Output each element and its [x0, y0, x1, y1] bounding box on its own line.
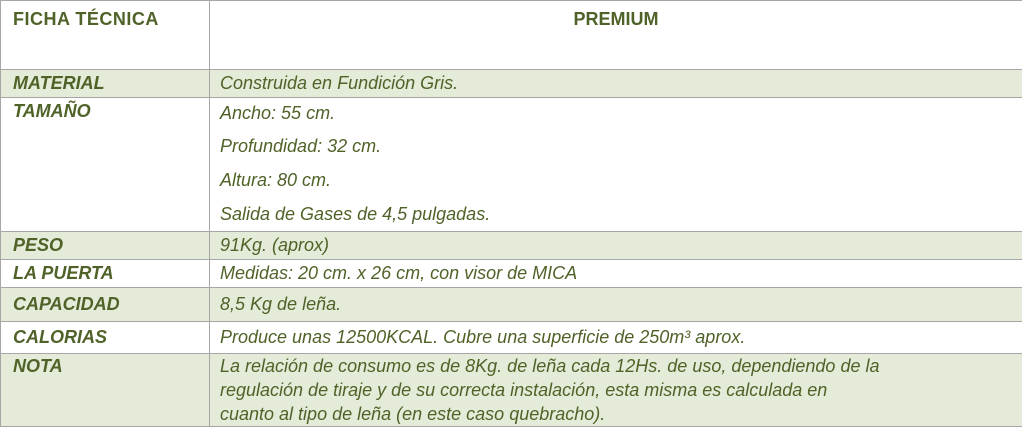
size-line: Profundidad: 32 cm. [220, 136, 382, 156]
row-value [210, 98, 1022, 232]
table-title: FICHA TÉCNICA [1, 1, 210, 70]
size-line: Ancho: 55 cm. [220, 103, 336, 123]
row-label: MATERIAL [1, 70, 210, 98]
row-label: TAMAÑO [1, 98, 210, 232]
model-name: PREMIUM [210, 1, 1022, 70]
row-material [1, 70, 1022, 98]
row-label: LA PUERTA [1, 260, 210, 288]
row-value: 8,5 Kg de leña. [210, 288, 1022, 322]
note-line: regulación de tiraje y de su correcta instalación, esta misma es calculada en [220, 380, 828, 400]
row-value: Construida en Fundición Gris. [210, 70, 1022, 98]
row-value: 91Kg. (aprox) [210, 232, 1022, 260]
row-value: Medidas: 20 cm. x 26 cm, con visor de MICA [210, 260, 1022, 288]
note-line: cuanto al tipo de leña (en este caso quebracho). [220, 404, 606, 424]
row-label: NOTA [1, 354, 210, 427]
size-line: Altura: 80 cm. [220, 170, 332, 190]
row-value: Produce unas 12500KCAL. Cubre una superficie de 250m³ aprox. [210, 322, 1022, 354]
row-peso [1, 232, 1022, 260]
row-puerta [1, 260, 1022, 288]
row-label: CAPACIDAD [1, 288, 210, 322]
row-label: CALORIAS [1, 322, 210, 354]
row-label: PESO [1, 232, 210, 260]
size-line: Salida de Gases de 4,5 pulgadas. [220, 204, 491, 224]
row-nota [1, 354, 1022, 427]
row-capacidad [1, 288, 1022, 322]
row-tamano [1, 98, 1022, 232]
header-row [1, 1, 1022, 70]
row-value [210, 354, 1022, 427]
row-calorias [1, 322, 1022, 354]
note-line: La relación de consumo es de 8Kg. de leña cada 12Hs. de uso, dependiendo de la [220, 356, 880, 376]
